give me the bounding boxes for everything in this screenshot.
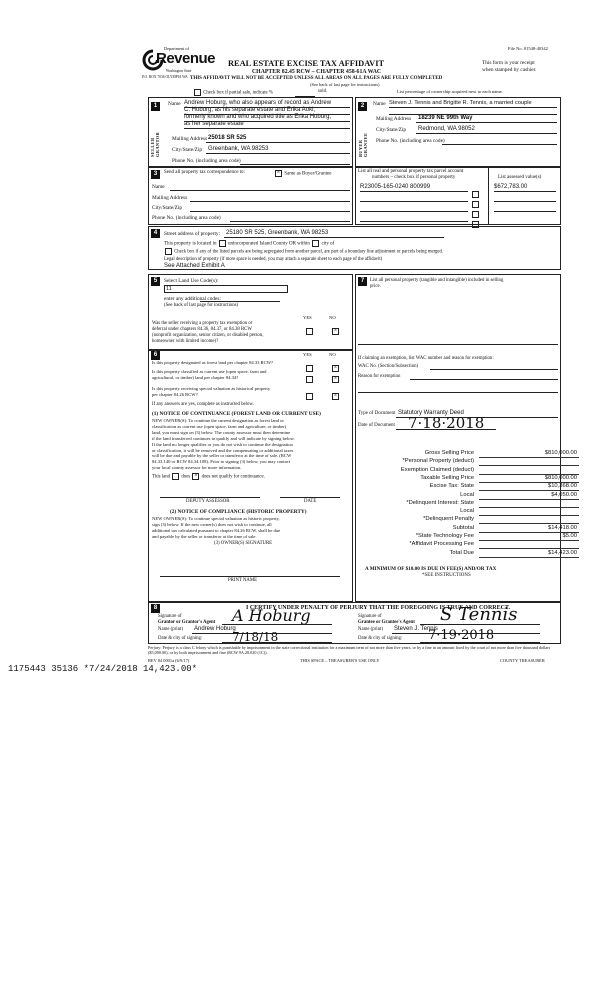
historic-question-1: Is this property receiving special valuation as historical property [152, 386, 271, 391]
fee-row [355, 475, 579, 482]
seller-side-label: SELLER GRANTOR [150, 131, 160, 157]
county-treasurer-label: COUNTY TREASURER [500, 658, 545, 663]
fee-label: Excise Tax: State [429, 483, 474, 490]
fee-label: Local [460, 491, 474, 498]
seller-name-line: formerly known and who acquired title as Erika Hoburg, [184, 114, 332, 120]
historic-yes-checkbox[interactable] [305, 387, 314, 405]
current-use-question-1: Is this property classified as current use (open space, farm and [152, 369, 267, 374]
partial-sale-checkbox[interactable] [194, 89, 201, 96]
fee-row [355, 508, 579, 515]
instructions-note: If any answers are yes, complete as instructed below. [152, 402, 254, 407]
fee-label: Local [460, 508, 474, 515]
seller-mailing-label: Mailing Address [172, 136, 208, 142]
fee-label: Taxable Selling Price [420, 474, 474, 481]
fee-amount[interactable]: $810,000.00 [544, 474, 577, 481]
print-name-label: PRINT NAME [228, 578, 258, 583]
section-number-7: 7 [358, 277, 367, 286]
section-number-6: 6 [151, 351, 160, 360]
legal-description-value[interactable]: See Attached Exhibit A [164, 263, 225, 269]
location-row [164, 240, 334, 248]
section-number-5: 5 [151, 277, 160, 286]
segregated-checkbox[interactable] [165, 248, 172, 255]
continuance-title: (1) NOTICE OF CONTINUANCE (FOREST LAND OR CURRENT USE) [152, 411, 321, 417]
form-subtitle: CHAPTER 82.45 RCW – CHAPTER 458-61A WAC [252, 69, 382, 75]
fee-row [355, 492, 579, 499]
personal-property-label-2: price. [370, 284, 381, 289]
seller-name-line: C. Hoburg, as his separate estate and Erika Aoki, [184, 107, 316, 113]
continuance-line: If the land no longer qualifies or you do not wish to continue the designation [152, 441, 293, 447]
additional-codes-label: enter any additional codes: [164, 296, 221, 302]
s3-phone-label: Phone No. (including area code) [152, 215, 221, 221]
exemption-question [152, 321, 263, 345]
form-revision: REV 84 0001a (6/9/17) [148, 658, 190, 663]
continuance-line: land, you must sign on (3) below. The county assessor must then determine [152, 429, 291, 435]
fee-row [355, 533, 579, 540]
doc-date-value[interactable]: 7·18·2018 [408, 414, 485, 432]
wac-label: WAC No. (Section/Subsection) [358, 364, 419, 369]
seller-city-label: City/State/Zip [172, 147, 203, 153]
continuance-line: if the land transferred continues to qualify and will indicate by signing below. [152, 435, 295, 441]
seller-city-value[interactable]: Greenbank, WA 98253 [208, 146, 269, 152]
logo-state: Washington State [166, 69, 192, 73]
exemption-question-line: homeowner with limited income)? [152, 339, 219, 344]
fee-label: Gross Selling Price [424, 450, 474, 456]
assessor-date-label: DATE [304, 499, 317, 504]
grantor-name-value[interactable]: Andrew Hoburg [194, 626, 236, 632]
s6-yes-header: YES [303, 352, 312, 357]
fee-row [355, 541, 579, 548]
s3-city-label: City/State/Zip [152, 205, 183, 211]
grantee-date-value[interactable]: 7·19·2018 [428, 628, 495, 643]
does-not-label: does not [201, 474, 218, 480]
fee-label: *State Technology Fee [415, 533, 474, 539]
segregated-label: Check box if any of the listed parcels are being segregated from another parcel, are part of a boundary line adjustment or parcels being merged. [174, 249, 443, 255]
does-checkbox[interactable] [172, 473, 179, 480]
fee-row [355, 550, 579, 557]
grantee-sig-label-1: Signature of [358, 614, 382, 619]
form-notice: THIS AFFIDAVIT WILL NOT BE ACCEPTED UNLESS ALL AREAS ON ALL PAGES ARE FULLY COMPLETED [190, 76, 443, 81]
exemption-claim-label: If claiming an exemption, list WAC number and reason for exemption: [358, 356, 494, 361]
exemption-question-line: Was the seller receiving a property tax exemption or [152, 321, 253, 326]
doc-type-label: Type of Document [358, 411, 396, 416]
historic-no-checkbox[interactable] [331, 387, 340, 405]
minimum-fee-note: A MINIMUM OF $10.00 IS DUE IN FEE(S) AND/OR TAX [365, 566, 497, 572]
fee-row [355, 483, 579, 490]
exemption-question-line: (nonprofit organization, senior citizen, or disabled person, [152, 333, 264, 338]
current-use-question-2: agricultural, or timber) land per chapter 84.34? [152, 375, 239, 380]
buyer-mailing-value[interactable]: 18239 NE 99th Way [418, 115, 473, 121]
continuance-line: or classification, it will be removed and the compensating or additional taxes [152, 447, 294, 453]
logo-name: Revenue [156, 50, 216, 67]
city-of-checkbox[interactable] [312, 240, 319, 247]
seller-phone-label: Phone No. (including area code) [172, 158, 241, 164]
fee-amount[interactable]: $14,423.00 [547, 549, 577, 556]
fee-label: *Affidavit Processing Fee [409, 541, 474, 548]
exemption-no-checkbox[interactable] [331, 322, 340, 340]
fee-label: *Delinquent Penalty [423, 516, 474, 523]
buyer-city-value[interactable]: Redmond, WA 98052 [418, 126, 475, 132]
grantee-name-value[interactable]: Steven J. Tennis [394, 626, 438, 632]
fee-row [355, 525, 579, 532]
location-label: This property is located in [164, 241, 217, 247]
segregated-row [164, 248, 443, 256]
fee-label: Exemption Claimed (deduct) [400, 466, 474, 473]
grantor-signature[interactable]: A Hoburg [232, 606, 311, 625]
s3-name-label: Name [152, 184, 165, 190]
compliance-line: additional tax calculated pursuant to chapter 84.26 RCW, shall be due [152, 527, 281, 533]
fee-row [355, 467, 579, 474]
continuance-line: will be due and payable by the seller or transferor at the time of sale. (RCW [152, 453, 292, 459]
street-value[interactable]: 25180 SR 525, Greenbank, WA 98253 [226, 230, 329, 236]
fee-amount[interactable]: $10,368.00 [547, 483, 577, 490]
land-use-label: Select Land Use Code(s): [164, 278, 219, 284]
fee-row [355, 450, 579, 457]
fee-row [355, 500, 579, 507]
fee-label: *Personal Property (deduct) [402, 458, 474, 465]
qualify-label: qualify for continuance. [218, 474, 265, 480]
compliance-title: (2) NOTICE OF COMPLIANCE (HISTORIC PROPERTY) [170, 509, 307, 515]
does-label: does [181, 474, 191, 480]
grantor-date-value[interactable]: 7/18/18 [232, 630, 279, 644]
receipt-note-2: when stamped by cashier. [482, 67, 537, 73]
continuance-line: classification as current use (open space, farm and agriculture, or timber) [152, 423, 287, 429]
doc-type-value[interactable]: Statutory Warranty Deed [398, 410, 464, 416]
unincorporated-checkbox[interactable] [219, 240, 226, 247]
current-use-no-checkbox[interactable] [331, 370, 340, 388]
continuance-text [152, 418, 295, 471]
parcel-number[interactable]: R23005-165-0240 800999 [360, 184, 431, 190]
seller-name-line: as her separate estate [184, 121, 244, 127]
grantee-date-label: Date & city of signing: [358, 636, 403, 641]
see-back-note: (See back of last page for instructions) [310, 82, 380, 87]
fee-row [355, 458, 579, 465]
buyer-city-label: City/State/Zip [376, 127, 407, 133]
grantee-name-label: Name (print) [358, 627, 383, 632]
continuance-line: NEW OWNER(S): To continue the current designation as forest land or [152, 418, 284, 423]
section-number-8: 8 [151, 604, 160, 613]
current-use-yes-checkbox[interactable] [305, 370, 314, 388]
perjury-statement: Perjury: Perjury is a class C felony which is punishable by imprisonment in the state correctional institution for a maximum term of not more than five years, or by a fine in an amount fixed by the court of not more than five thousand dollars ($5,000.00), or by both imprisonment and fine (RCW 9A.20.020 (1C)). [148, 645, 551, 655]
legal-description-label: Legal description of property (if more space is needed, you may attach a separate sheet to each page of the affidavit) [164, 257, 383, 262]
same-as-buyer-row [274, 170, 331, 178]
section-number-3: 3 [151, 170, 160, 179]
grantee-signature[interactable]: S Tennis [440, 604, 518, 625]
parcel-header-1: List all real and personal property tax parcel account [358, 169, 464, 174]
section-number-1: 1 [151, 102, 160, 111]
same-as-buyer-label: Same as Buyer/Grantee [284, 171, 332, 177]
exemption-yes-checkbox[interactable] [305, 322, 314, 340]
fee-label: *Delinquent Interest: State [406, 499, 474, 506]
grantee-sig-label-2: Grantee or Grantee's Agent [358, 620, 415, 625]
section-number-2: 2 [358, 102, 367, 111]
certify-statement: I CERTIFY UNDER PENALTY OF PERJURY THAT THE FOREGOING IS TRUE AND CORRECT. [246, 605, 511, 611]
fee-label: Subtotal [452, 524, 474, 531]
same-as-buyer-checkbox[interactable] [275, 170, 282, 177]
fee-amount[interactable]: $810,000.00 [544, 450, 577, 456]
fee-row [355, 516, 579, 523]
compliance-text [152, 516, 280, 540]
s6-no-header: NO [329, 352, 336, 357]
deputy-assessor-label: DEPUTY ASSESSOR [186, 499, 230, 504]
buyer-side-label: BUYER GRANTEE [358, 132, 368, 157]
personal-property-label-1: List all personal property (tangible and intangible) included in selling [370, 278, 504, 283]
grantor-date-label: Date & city of signing: [158, 636, 203, 641]
grantor-sig-label-1: Signature of [158, 614, 182, 619]
seller-name-line: Andrew Hoburg, who also appears of record as Andrew [184, 100, 332, 106]
logo-subtitle: P.O. BOX 7036 OLYMPIA WA [142, 75, 188, 79]
seller-name-label: Name [168, 101, 181, 107]
continuance-line: 84.33.140 or RCW 84.34.108). Prior to signing (3) below, you may contact [152, 459, 291, 465]
owner-signature-label: (3) OWNER(S) SIGNATURE [214, 541, 273, 546]
doc-date-label: Date of Document [358, 423, 395, 428]
see-instructions-note: *SEE INSTRUCTIONS [422, 573, 471, 578]
partial-sale-sold: sold. [318, 89, 328, 94]
scan-stamp: 1175443 35136 *7/24/2018 14,423.00* [8, 664, 198, 674]
fee-amount[interactable]: $5.00 [562, 533, 577, 539]
grantor-sig-label-2: Grantor or Grantor's Agent [158, 620, 216, 625]
seller-mailing-value[interactable]: 25018 SR 525 [208, 135, 247, 141]
street-label: Street address of property: [164, 231, 221, 237]
partial-sale-label: Check box if partial sale, indicate % [203, 90, 273, 96]
historic-question-2: per chapter 84.26 RCW? [152, 392, 198, 397]
land-use-value: 11 [166, 286, 172, 292]
dor-logo [142, 46, 216, 76]
buyer-name-label: Name [373, 101, 386, 107]
compliance-line: NEW OWNER(S): To continue special valuation as historic property, [152, 516, 280, 521]
forest-land-question: Is this property designated as forest land per chapter 84.33 RCW? [152, 360, 274, 365]
s5-see-back: (See back of last page for instructions) [164, 303, 239, 308]
this-land-label: This land [152, 474, 170, 480]
exemption-question-line: deferral under chapters 84.36, 84.37, or 84.38 RCW [152, 327, 252, 332]
land-qualify-row [152, 473, 265, 481]
land-use-dropdown[interactable] [164, 285, 288, 293]
fee-amount[interactable]: $14,418.00 [547, 524, 577, 531]
fee-amount[interactable]: $4,050.00 [551, 491, 577, 498]
unincorporated-label: unincorporated Island County OR within [228, 241, 310, 247]
city-of-label: city of [321, 241, 335, 247]
receipt-note-1: This form is your receipt [482, 60, 535, 66]
buyer-phone-label: Phone No. (including area code) [376, 138, 445, 144]
s3-mailing-label: Mailing Address [152, 195, 188, 201]
ownership-note: List percentage of ownership acquired next to each name. [397, 89, 503, 94]
s5-no-header: NO [329, 315, 336, 320]
s5-yes-header: YES [303, 315, 312, 320]
reason-label: Reason for exemption [358, 374, 401, 379]
treasurer-space-label: THIS SPACE – TREASURER'S USE ONLY [300, 658, 380, 663]
compliance-line: sign (3) below. If the new owner(s) does not wish to continue, all [152, 521, 272, 527]
form-title: REAL ESTATE EXCISE TAX AFFIDAVIT [228, 59, 385, 68]
buyer-name-value[interactable]: Steven J. Tennis and Brigitte R. Tennis, a married couple [389, 100, 532, 106]
logo-dept: Department of [164, 46, 189, 51]
parcel-header-2: numbers – check box if personal property [372, 175, 456, 180]
compliance-line: and payable by the seller or transferor at the time of sale. [152, 533, 257, 539]
buyer-mailing-label: Mailing Address [376, 116, 412, 122]
assessed-header: List assessed value(s) [498, 175, 542, 180]
continuance-line: your local county assessor for more information. [152, 465, 242, 471]
section-number-4: 4 [151, 229, 160, 238]
assessed-value[interactable]: $672,783.00 [494, 184, 528, 190]
file-number: File No. 01548-40342 [508, 46, 548, 51]
send-correspondence-label: Send all property tax correspondence to: [164, 170, 245, 175]
fee-label: Total Due [449, 549, 474, 556]
partial-sale-row [193, 89, 273, 97]
grantor-name-label: Name (print) [158, 627, 183, 632]
does-not-checkbox[interactable] [192, 473, 199, 480]
